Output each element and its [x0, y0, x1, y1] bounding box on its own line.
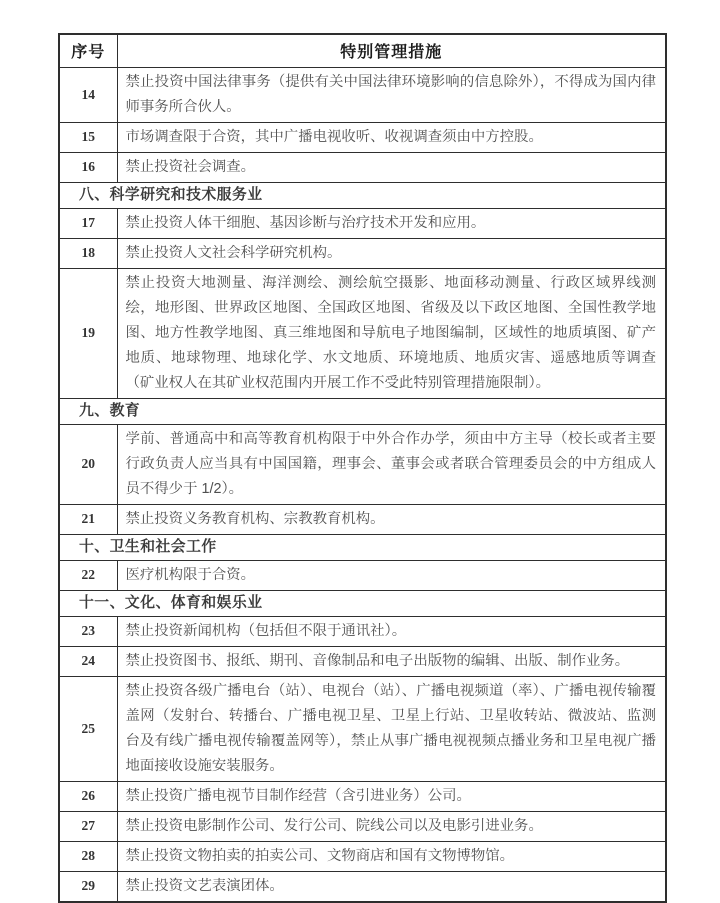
table-row [59, 616, 666, 646]
row-serial-number: 19 [59, 268, 117, 398]
row-serial-number: 21 [59, 504, 117, 534]
row-measure-text: 市场调查限于合资，其中广播电视收听、收视调查须由中方控股。 [117, 122, 666, 152]
section-title: 十一、文化、体育和娱乐业 [59, 590, 666, 616]
row-serial-number: 18 [59, 238, 117, 268]
row-measure-text: 禁止投资图书、报纸、期刊、音像制品和电子出版物的编辑、出版、制作业务。 [117, 646, 666, 676]
table-row [59, 268, 666, 398]
table-row [59, 676, 666, 781]
table-row [59, 871, 666, 902]
row-serial-number: 29 [59, 871, 117, 902]
table-row [59, 122, 666, 152]
row-measure-text: 禁止投资大地测量、海洋测绘、测绘航空摄影、地面移动测量、行政区域界线测绘，地形图、世界政区地图、全国政区地图、省级及以下政区地图、全国性教学地图、地方性教学地图、真三维地图和导航电子地图编制，区域性的地质填图、矿产地质、地球物理、地球化学、水文地质、环境地质、地质灾害、遥感地质等调查（矿业权人在其矿业权范围内开展工作不受此特别管理措施限制）。 [117, 268, 666, 398]
row-measure-text: 禁止投资广播电视节目制作经营（含引进业务）公司。 [117, 781, 666, 811]
row-serial-number: 20 [59, 424, 117, 504]
table-row [59, 560, 666, 590]
section-title: 八、科学研究和技术服务业 [59, 182, 666, 208]
section-row [59, 590, 666, 616]
section-title: 十、卫生和社会工作 [59, 534, 666, 560]
row-serial-number: 27 [59, 811, 117, 841]
table-row [59, 67, 666, 122]
row-measure-text: 禁止投资电影制作公司、发行公司、院线公司以及电影引进业务。 [117, 811, 666, 841]
row-serial-number: 16 [59, 152, 117, 182]
row-serial-number: 15 [59, 122, 117, 152]
section-row [59, 182, 666, 208]
row-serial-number: 24 [59, 646, 117, 676]
row-serial-number: 28 [59, 841, 117, 871]
row-serial-number: 26 [59, 781, 117, 811]
row-measure-text: 禁止投资义务教育机构、宗教教育机构。 [117, 504, 666, 534]
row-measure-text: 医疗机构限于合资。 [117, 560, 666, 590]
table-row [59, 811, 666, 841]
table-row [59, 504, 666, 534]
row-measure-text: 禁止投资各级广播电台（站）、电视台（站）、广播电视频道（率）、广播电视传输覆盖网（发射台、转播台、广播电视卫星、卫星上行站、卫星收转站、微波站、监测台及有线广播电视传输覆盖网等），禁止从事广播电视视频点播业务和卫星电视广播地面接收设施安装服务。 [117, 676, 666, 781]
section-row [59, 398, 666, 424]
table-row [59, 781, 666, 811]
section-title: 九、教育 [59, 398, 666, 424]
table-row [59, 841, 666, 871]
row-serial-number: 14 [59, 67, 117, 122]
table-body [59, 67, 666, 902]
row-measure-text: 禁止投资社会调查。 [117, 152, 666, 182]
row-measure-text: 禁止投资人体干细胞、基因诊断与治疗技术开发和应用。 [117, 208, 666, 238]
special-measures-table [58, 33, 667, 903]
table-row [59, 208, 666, 238]
row-measure-text: 禁止投资新闻机构（包括但不限于通讯社）。 [117, 616, 666, 646]
table-head [59, 34, 666, 67]
header-serial-number: 序号 [59, 34, 117, 67]
table-row [59, 646, 666, 676]
row-measure-text: 禁止投资文物拍卖的拍卖公司、文物商店和国有文物博物馆。 [117, 841, 666, 871]
table-row [59, 424, 666, 504]
table-row [59, 152, 666, 182]
header-row [59, 34, 666, 67]
row-serial-number: 22 [59, 560, 117, 590]
row-serial-number: 17 [59, 208, 117, 238]
section-row [59, 534, 666, 560]
row-measure-text: 禁止投资人文社会科学研究机构。 [117, 238, 666, 268]
header-special-measures: 特别管理措施 [117, 34, 666, 67]
row-measure-text: 禁止投资文艺表演团体。 [117, 871, 666, 902]
row-serial-number: 23 [59, 616, 117, 646]
row-measure-text: 禁止投资中国法律事务（提供有关中国法律环境影响的信息除外），不得成为国内律师事务所合伙人。 [117, 67, 666, 122]
row-measure-text: 学前、普通高中和高等教育机构限于中外合作办学，须由中方主导（校长或者主要行政负责人应当具有中国国籍，理事会、董事会或者联合管理委员会的中方组成人员不得少于 1/2）。 [117, 424, 666, 504]
row-serial-number: 25 [59, 676, 117, 781]
table-row [59, 238, 666, 268]
